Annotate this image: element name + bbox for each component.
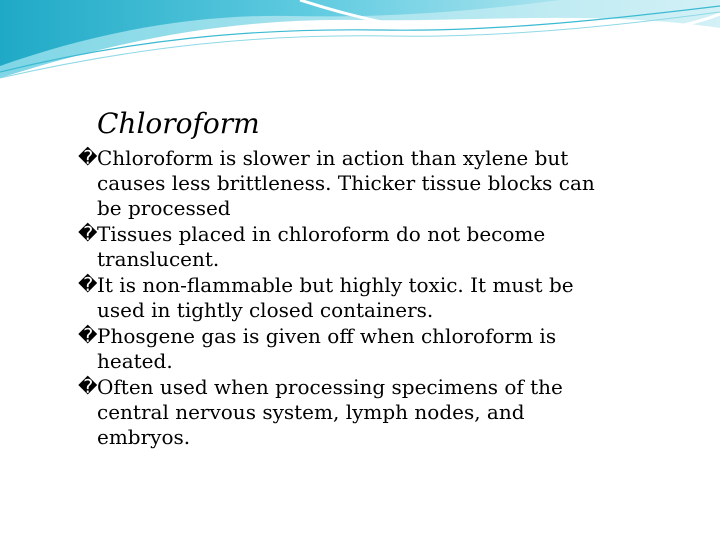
bullet-marker-icon: � xyxy=(78,274,98,296)
bullet-text-line: Tissues placed in chloroform do not become xyxy=(97,222,546,246)
bullet-item xyxy=(78,146,698,221)
bullet-list xyxy=(78,146,698,451)
bullet-text-line: causes less brittleness. Thicker tissue blocks can xyxy=(97,171,595,195)
bullet-text-line: translucent. xyxy=(97,247,220,271)
bullet-marker-icon: � xyxy=(78,147,98,169)
bullet-item xyxy=(78,375,698,450)
bullet-marker-icon: � xyxy=(78,376,98,398)
bullet-text-line: heated. xyxy=(97,349,173,373)
bullet-text-line: Often used when processing specimens of the xyxy=(97,375,563,399)
decorative-wave-banner xyxy=(0,0,720,90)
bullet-item xyxy=(78,222,698,272)
bullet-text-line: Phosgene gas is given off when chloroform is xyxy=(97,324,557,348)
bullet-marker-icon: � xyxy=(78,223,98,245)
bullet-text-line: used in tightly closed containers. xyxy=(97,298,434,322)
bullet-item xyxy=(78,273,698,323)
slide-title: Chloroform xyxy=(97,107,260,140)
bullet-item xyxy=(78,324,698,374)
bullet-text-line: It is non-flammable but highly toxic. It must be xyxy=(97,273,574,297)
bullet-text-line: embryos. xyxy=(97,425,191,449)
bullet-text-line: be processed xyxy=(97,196,231,220)
bullet-text-line: Chloroform is slower in action than xylene but xyxy=(97,146,569,170)
bullet-text-line: central nervous system, lymph nodes, and xyxy=(97,400,525,424)
bullet-marker-icon: � xyxy=(78,325,98,347)
